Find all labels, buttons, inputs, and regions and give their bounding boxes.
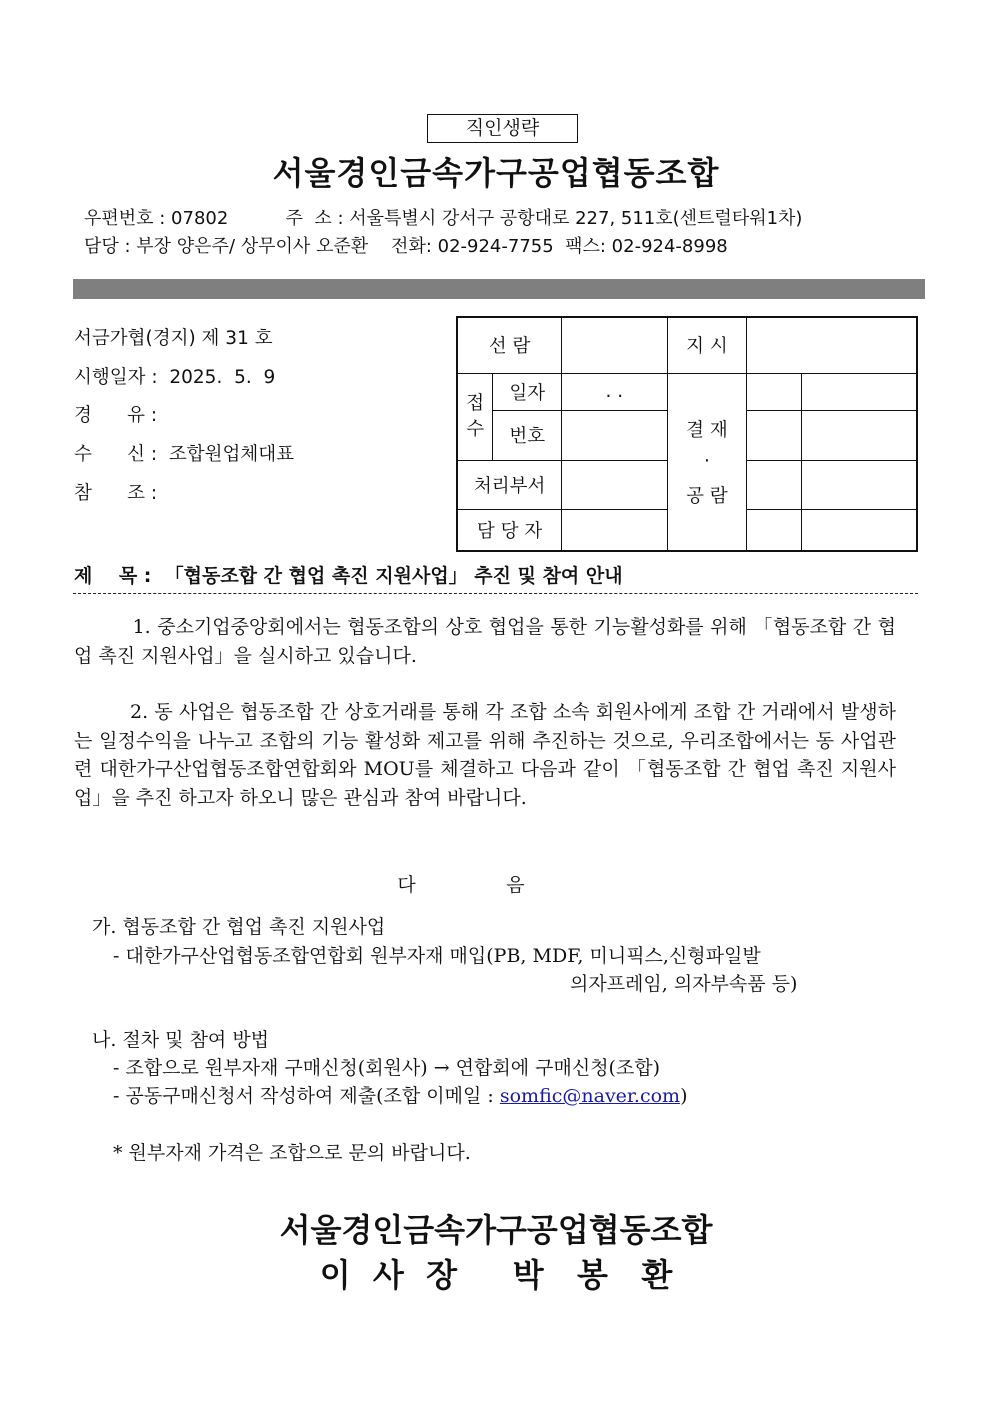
sign-cell (747, 509, 802, 551)
beonho-cell (562, 410, 667, 460)
organization-title: 서울경인금속가구공업협동조합 (272, 154, 720, 192)
document-subject: 제 목 : 「협동조합 간 협업 촉진 지원사업」 추진 및 참여 안내 (74, 565, 623, 587)
contact-line: 담당 : 부장 양은주/ 상무이사 오준환 전화: 02-924-7755 팩스: 02-924-8998 (84, 236, 728, 257)
beonho-label: 번호 (493, 410, 562, 460)
section-b-item-2 (113, 1081, 687, 1108)
person-in-charge-label: 담 당 자 (457, 509, 562, 551)
jisi-label: 지 시 (667, 317, 747, 373)
issue-date: 시행일자 : 2025. 5. 9 (74, 367, 276, 388)
section-b-item-2-suffix: ) (680, 1085, 688, 1107)
header-divider-bar (73, 279, 925, 299)
processing-dept-cell (562, 460, 667, 509)
footer-chairman-name: 이 사 장 박 봉 환 (319, 1256, 673, 1294)
section-b-item-1: - 조합으로 원부자재 구매신청(회원사) → 연합회에 구매신청(조합) (113, 1057, 661, 1079)
section-b-title: 나. 절차 및 참여 방법 (92, 1029, 270, 1051)
gyeoljae-text: 결 재 (686, 419, 728, 441)
email-link[interactable]: somfic@naver.com (499, 1085, 681, 1107)
stamp-omitted-label: 직인생략 (427, 114, 578, 143)
sign-cell (747, 373, 802, 410)
seonram-cell (562, 317, 667, 373)
person-in-charge-cell (562, 509, 667, 551)
body-paragraph-2: 2. 동 사업은 협동조합 간 상호거래를 통해 각 조합 소속 회원사에게 조합 간 거래에서 발생하는 일정수익을 나누고 조합의 기능 활성화 제고를 위해 추진하는 것으로, 우리조합에서는 동 사업관련 대한가구산업협동조합연합회와 MOU를 체결하고 다음과 같이 「협동조합 간 협업 촉진 지원사업」을 추진 하고자 하오니 많은 관심과 참여 바랍니다. (74, 701, 897, 809)
section-b-item-2-prefix: - 공동구매신청서 작성하여 제출(조합 이메일 : (113, 1085, 500, 1107)
document-number: 서금가협(경지) 제 31 호 (74, 328, 273, 349)
sign-cell (802, 373, 917, 410)
section-a-title: 가. 협동조합 간 협업 촉진 지원사업 (92, 916, 386, 938)
sign-cell (802, 460, 917, 509)
sign-cell (802, 410, 917, 460)
postal-address-line: 우편번호 : 07802 주 소 : 서울특별시 강서구 공항대로 227, 511호(센트럴타워1차) (84, 208, 803, 229)
gyeoljae-dot: · (704, 450, 710, 472)
approval-table (456, 316, 918, 552)
subject-divider (73, 593, 918, 594)
sign-cell (802, 509, 917, 551)
price-inquiry-note: * 원부자재 가격은 조합으로 문의 바랍니다. (113, 1142, 471, 1164)
reference-field: 참 조 : (74, 483, 158, 504)
gyeoljae-label (667, 373, 747, 551)
seonram-label: 선 람 (457, 317, 562, 373)
via-field: 경 유 : (74, 405, 158, 426)
footer-organization-name: 서울경인금속가구공업협동조합 (279, 1211, 713, 1249)
body-paragraph-1: 1. 중소기업중앙회에서는 협동조합의 상호 협업을 통한 기능활성화를 위해 「협동조합 간 협업 촉진 지원사업」을 실시하고 있습니다. (74, 616, 896, 667)
jeopsu-label: 접 수 (457, 373, 493, 460)
sign-cell (747, 410, 802, 460)
notice-heading: 다 음 (397, 874, 525, 896)
ilja-label: 일자 (493, 373, 562, 410)
gongram-text: 공 람 (686, 485, 728, 507)
section-a-item-continued: 의자프레임, 의자부속품 등) (570, 973, 798, 995)
sign-cell (747, 460, 802, 509)
jisi-cell (747, 317, 917, 373)
ilja-value: . . (562, 373, 667, 410)
processing-dept-label: 처리부서 (457, 460, 562, 509)
recipient-field: 수 신 : 조합원업체대표 (74, 444, 294, 465)
section-a-item: - 대한가구산업협동조합연합회 원부자재 매입(PB, MDF, 미니픽스,신형파일발 (113, 945, 761, 967)
